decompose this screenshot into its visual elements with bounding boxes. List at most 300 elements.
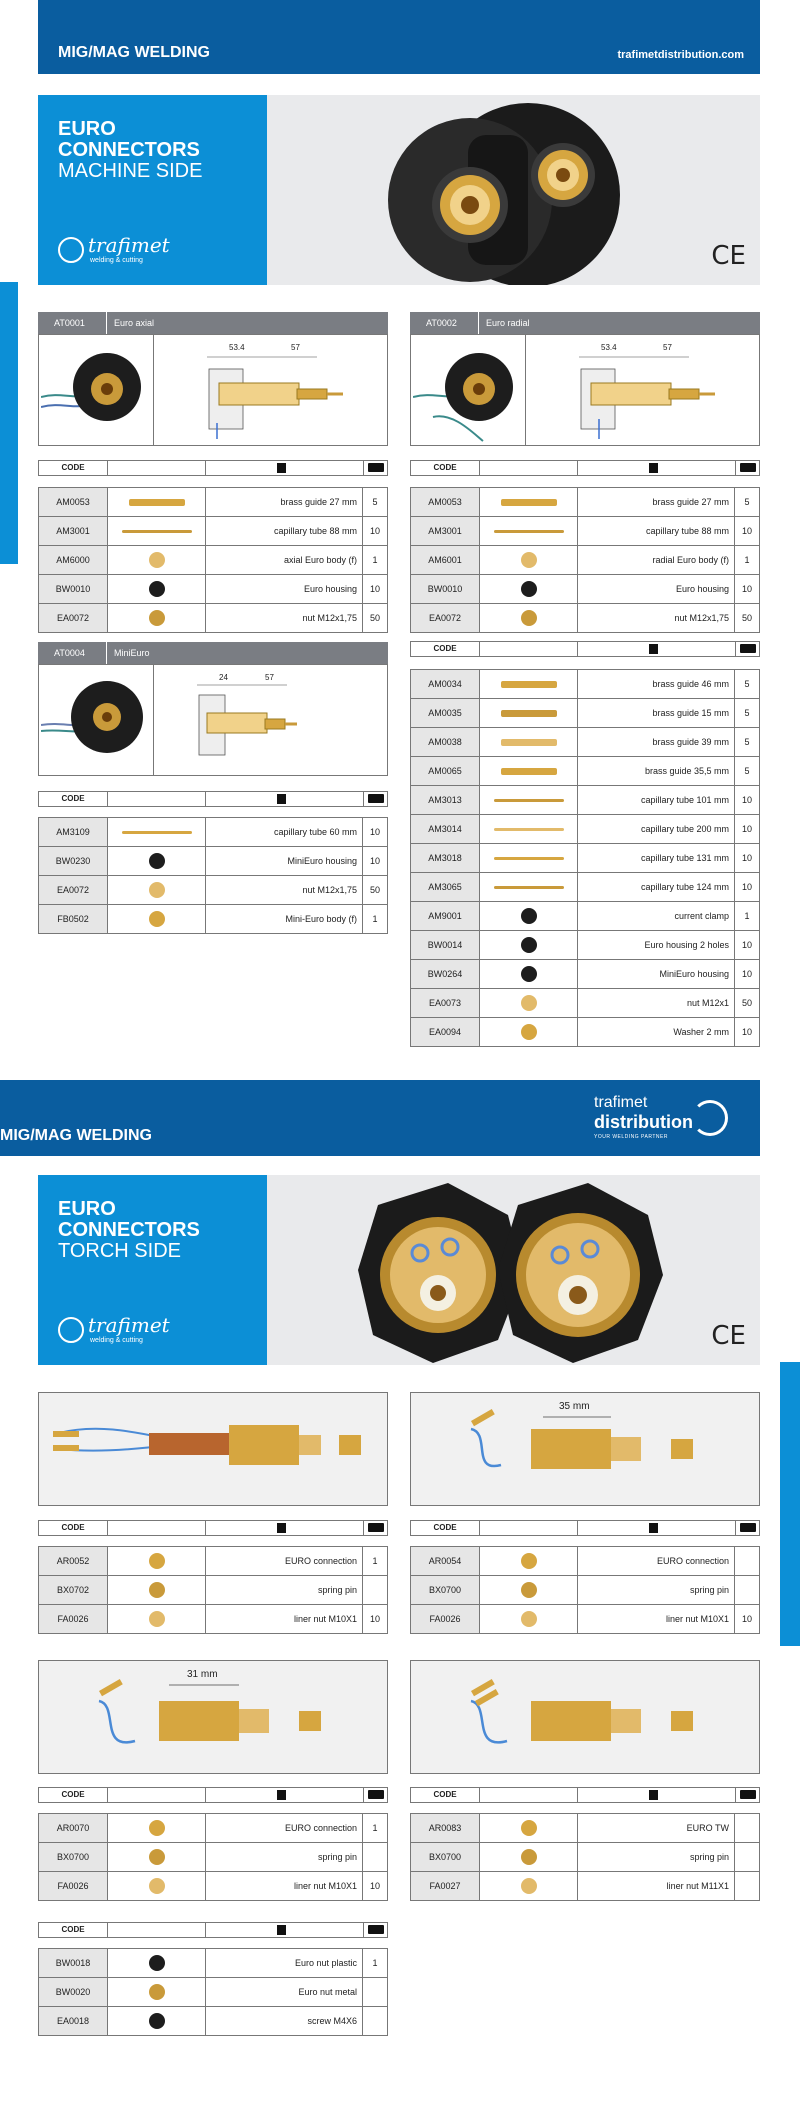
- trafimet-logo: [58, 233, 178, 269]
- table-row: [39, 2007, 387, 2035]
- euro-connection-photo: [39, 1393, 385, 1503]
- part-image: [521, 1820, 537, 1836]
- logo-name: trafimet: [88, 1313, 170, 1337]
- table-row: [39, 818, 387, 847]
- part-thumbnail: [479, 786, 578, 814]
- column-header-row: [38, 460, 388, 476]
- section-title: MIG/MAG WELDING: [58, 44, 210, 61]
- part-description: Mini-Euro body (f): [205, 905, 363, 933]
- hero-title-line2: CONNECTORS: [58, 1219, 200, 1241]
- table-row: [411, 488, 759, 517]
- part-description: brass guide 15 mm: [577, 699, 735, 727]
- part-thumbnail: [479, 873, 578, 901]
- table-row: [411, 902, 759, 931]
- part-thumbnail: [479, 1547, 578, 1575]
- product-image-ar0052: [38, 1392, 388, 1506]
- euro-tw-photo: [411, 1661, 757, 1771]
- column-header-row: [38, 1520, 388, 1536]
- part-description: liner nut M11X1: [577, 1872, 735, 1900]
- code-column-header: CODE: [433, 1790, 457, 1799]
- product-code: AT0002: [426, 318, 457, 328]
- part-image: [521, 1849, 537, 1865]
- part-code: EA0072: [411, 604, 479, 632]
- part-code: BW0020: [39, 1978, 107, 2006]
- table-row: [39, 1605, 387, 1633]
- part-thumbnail: [107, 1576, 206, 1604]
- part-quantity: 1: [362, 546, 387, 574]
- parts-table-at0004: [38, 817, 388, 934]
- part-description: radial Euro body (f): [577, 546, 735, 574]
- part-thumbnail: [107, 546, 206, 574]
- package-icon: [368, 794, 384, 803]
- table-row: [411, 873, 759, 902]
- table-row: [411, 786, 759, 815]
- part-quantity: 5: [734, 488, 759, 516]
- part-image: [149, 853, 165, 869]
- side-accent-stripe: [0, 282, 18, 564]
- hero-title-line2: CONNECTORS: [58, 139, 200, 161]
- column-header-row: [38, 1922, 388, 1938]
- product-band-at0001: [38, 312, 388, 334]
- logo-tagline: welding & cutting: [90, 257, 143, 264]
- part-image: [501, 499, 557, 506]
- product-image-at0004: [38, 664, 388, 776]
- part-code: EA0072: [39, 604, 107, 632]
- table-row: [39, 1949, 387, 1978]
- technical-drawing: [157, 669, 385, 773]
- part-image: [149, 1955, 165, 1971]
- part-quantity: [734, 1843, 759, 1871]
- hero-title-line1: EURO: [58, 118, 116, 140]
- part-description: current clamp: [577, 902, 735, 930]
- product-name: MiniEuro: [114, 648, 150, 658]
- table-row: [39, 1843, 387, 1872]
- part-quantity: 5: [734, 728, 759, 756]
- part-image: [521, 908, 537, 924]
- part-code: AM3013: [411, 786, 479, 814]
- part-thumbnail: [479, 1576, 578, 1604]
- package-icon: [368, 1925, 384, 1934]
- part-description: capillary tube 88 mm: [577, 517, 735, 545]
- part-description: screw M4X6: [205, 2007, 363, 2035]
- part-image: [149, 581, 165, 597]
- part-code: BW0010: [39, 575, 107, 603]
- part-quantity: 5: [734, 757, 759, 785]
- technical-drawing: [157, 339, 385, 443]
- part-thumbnail: [107, 2007, 206, 2035]
- part-description: axial Euro body (f): [205, 546, 363, 574]
- table-row: [411, 546, 759, 575]
- part-description: nut M12x1,75: [205, 876, 363, 904]
- part-image: [521, 1024, 537, 1040]
- part-description: EURO connection: [205, 1547, 363, 1575]
- part-code: BX0700: [39, 1843, 107, 1871]
- column-header-row: [38, 1787, 388, 1803]
- document-icon: [277, 463, 286, 473]
- code-column-header: CODE: [433, 1523, 457, 1532]
- part-quantity: 10: [362, 847, 387, 875]
- part-image: [149, 882, 165, 898]
- part-image: [501, 681, 557, 688]
- table-row: [411, 604, 759, 632]
- part-thumbnail: [107, 488, 206, 516]
- table-row: [411, 960, 759, 989]
- part-code: EA0073: [411, 989, 479, 1017]
- product-image-ar0070: [38, 1660, 388, 1774]
- part-code: BW0014: [411, 931, 479, 959]
- product-image-at0001: [38, 334, 388, 446]
- package-icon: [368, 1790, 384, 1799]
- part-description: nut M12x1,75: [577, 604, 735, 632]
- part-image: [494, 857, 564, 860]
- part-image: [149, 1582, 165, 1598]
- part-thumbnail: [479, 488, 578, 516]
- part-quantity: 10: [734, 1018, 759, 1046]
- part-quantity: [734, 1814, 759, 1842]
- part-image: [122, 530, 192, 533]
- logo-line1: trafimet: [594, 1094, 648, 1111]
- part-quantity: 1: [362, 1814, 387, 1842]
- part-quantity: 1: [362, 1547, 387, 1575]
- part-image: [149, 1820, 165, 1836]
- part-image: [149, 1984, 165, 2000]
- table-row: [411, 1605, 759, 1633]
- part-description: Euro nut metal: [205, 1978, 363, 2006]
- part-code: AM0053: [39, 488, 107, 516]
- part-description: brass guide 27 mm: [577, 488, 735, 516]
- dimension-label: 57: [663, 343, 672, 352]
- table-row: [411, 1576, 759, 1605]
- part-quantity: [362, 1843, 387, 1871]
- product-code: AT0001: [54, 318, 85, 328]
- table-row: [411, 1872, 759, 1900]
- part-thumbnail: [479, 757, 578, 785]
- part-thumbnail: [479, 1843, 578, 1871]
- package-icon: [368, 1523, 384, 1532]
- code-column-header: CODE: [433, 644, 457, 653]
- part-thumbnail: [479, 844, 578, 872]
- logo-tagline: welding & cutting: [90, 1337, 143, 1344]
- table-row: [411, 517, 759, 546]
- part-code: BW0264: [411, 960, 479, 988]
- part-image: [149, 610, 165, 626]
- part-code: BW0010: [411, 575, 479, 603]
- part-description: Euro housing: [205, 575, 363, 603]
- part-code: AM6000: [39, 546, 107, 574]
- document-icon: [277, 794, 286, 804]
- part-thumbnail: [479, 517, 578, 545]
- ce-mark: CE: [711, 1321, 746, 1351]
- part-image: [521, 995, 537, 1011]
- part-code: AR0083: [411, 1814, 479, 1842]
- part-description: capillary tube 131 mm: [577, 844, 735, 872]
- part-quantity: 10: [362, 818, 387, 846]
- part-code: AM0038: [411, 728, 479, 756]
- part-code: AM0034: [411, 670, 479, 698]
- part-thumbnail: [479, 1605, 578, 1633]
- product-code: AT0004: [54, 648, 85, 658]
- part-image: [149, 911, 165, 927]
- part-quantity: 10: [734, 960, 759, 988]
- part-thumbnail: [107, 818, 206, 846]
- top-header-bar: [38, 0, 760, 74]
- part-description: Euro housing: [577, 575, 735, 603]
- logo-line2: distribution: [594, 1112, 693, 1132]
- part-description: capillary tube 88 mm: [205, 517, 363, 545]
- part-quantity: 1: [734, 902, 759, 930]
- part-quantity: 10: [734, 786, 759, 814]
- part-code: FA0026: [39, 1605, 107, 1633]
- parts-table-nuts: [38, 1948, 388, 2036]
- part-thumbnail: [107, 1547, 206, 1575]
- document-icon: [649, 1790, 658, 1800]
- part-image: [494, 828, 564, 831]
- table-row: [411, 728, 759, 757]
- logo-tagline: YOUR WELDING PARTNER: [594, 1134, 668, 1140]
- code-column-header: CODE: [61, 1790, 85, 1799]
- part-thumbnail: [107, 847, 206, 875]
- product-image-ar0083: [410, 1660, 760, 1774]
- part-code: AM3014: [411, 815, 479, 843]
- trafimet-logo: [58, 1313, 178, 1349]
- part-quantity: 10: [734, 931, 759, 959]
- table-row: [411, 989, 759, 1018]
- part-description: capillary tube 200 mm: [577, 815, 735, 843]
- part-quantity: 50: [362, 876, 387, 904]
- column-header-row: [410, 1520, 760, 1536]
- part-thumbnail: [479, 1872, 578, 1900]
- part-code: AM0035: [411, 699, 479, 727]
- parts-table-ar0070: [38, 1813, 388, 1901]
- part-quantity: 10: [362, 517, 387, 545]
- table-row: [39, 876, 387, 905]
- part-image: [122, 831, 192, 834]
- part-code: AR0070: [39, 1814, 107, 1842]
- part-description: capillary tube 124 mm: [577, 873, 735, 901]
- part-description: spring pin: [205, 1843, 363, 1871]
- table-row: [39, 517, 387, 546]
- part-image: [521, 937, 537, 953]
- part-code: AM0053: [411, 488, 479, 516]
- dimension-label: 53.4: [229, 343, 245, 352]
- part-image: [501, 710, 557, 717]
- part-code: BX0702: [39, 1576, 107, 1604]
- part-image: [521, 1553, 537, 1569]
- part-description: liner nut M10X1: [577, 1605, 735, 1633]
- part-thumbnail: [479, 902, 578, 930]
- part-description: EURO connection: [577, 1547, 735, 1575]
- connector-photo: [413, 337, 523, 443]
- part-quantity: 10: [734, 517, 759, 545]
- connector-photo: [41, 337, 151, 443]
- part-thumbnail: [479, 699, 578, 727]
- package-icon: [368, 463, 384, 472]
- table-row: [39, 575, 387, 604]
- product-band-at0002: [410, 312, 760, 334]
- part-image: [521, 966, 537, 982]
- part-quantity: 1: [362, 905, 387, 933]
- document-icon: [649, 644, 658, 654]
- website-link[interactable]: trafimetdistribution.com: [617, 49, 744, 61]
- part-image: [149, 1611, 165, 1627]
- hero-title-panel: [38, 1175, 267, 1365]
- part-image: [149, 1553, 165, 1569]
- part-quantity: [362, 1978, 387, 2006]
- part-thumbnail: [479, 989, 578, 1017]
- table-row: [39, 488, 387, 517]
- parts-table-ar0052: [38, 1546, 388, 1634]
- hero-machine-side: [38, 95, 760, 285]
- part-thumbnail: [479, 670, 578, 698]
- connector-photo: [41, 667, 151, 773]
- table-row: [39, 1814, 387, 1843]
- part-description: nut M12x1: [577, 989, 735, 1017]
- part-image: [521, 1611, 537, 1627]
- part-thumbnail: [107, 1872, 206, 1900]
- part-code: BW0230: [39, 847, 107, 875]
- part-image: [149, 1878, 165, 1894]
- table-row: [411, 1018, 759, 1046]
- part-quantity: 10: [362, 1872, 387, 1900]
- part-code: BW0018: [39, 1949, 107, 1977]
- part-image: [149, 552, 165, 568]
- part-image: [521, 610, 537, 626]
- part-code: EA0094: [411, 1018, 479, 1046]
- package-icon: [740, 1523, 756, 1532]
- part-code: AM3001: [39, 517, 107, 545]
- part-quantity: 10: [734, 575, 759, 603]
- part-thumbnail: [107, 905, 206, 933]
- part-image: [521, 552, 537, 568]
- part-image: [521, 1878, 537, 1894]
- part-quantity: 10: [362, 1605, 387, 1633]
- part-quantity: 10: [734, 815, 759, 843]
- code-column-header: CODE: [61, 463, 85, 472]
- package-icon: [740, 463, 756, 472]
- dimension-label: 24: [219, 673, 228, 682]
- part-description: brass guide 35,5 mm: [577, 757, 735, 785]
- part-code: FA0026: [39, 1872, 107, 1900]
- trafimet-distribution-logo: [594, 1094, 734, 1144]
- euro-socket-photo: [338, 95, 698, 285]
- table-row: [411, 815, 759, 844]
- part-code: AR0052: [39, 1547, 107, 1575]
- table-row: [39, 1872, 387, 1900]
- part-description: spring pin: [577, 1843, 735, 1871]
- product-image-at0002: [410, 334, 760, 446]
- part-quantity: 5: [362, 488, 387, 516]
- parts-table-ar0054: [410, 1546, 760, 1634]
- column-header-row: [410, 1787, 760, 1803]
- part-quantity: [734, 1547, 759, 1575]
- part-description: capillary tube 101 mm: [577, 786, 735, 814]
- document-icon: [277, 1925, 286, 1935]
- part-thumbnail: [107, 1605, 206, 1633]
- document-icon: [277, 1790, 286, 1800]
- part-code: AM6001: [411, 546, 479, 574]
- part-thumbnail: [107, 876, 206, 904]
- part-description: EURO connection: [205, 1814, 363, 1842]
- table-row: [411, 757, 759, 786]
- part-thumbnail: [479, 960, 578, 988]
- hero-title-panel: [38, 95, 267, 285]
- hero-title-line3: MACHINE SIDE: [58, 160, 203, 182]
- part-code: FB0502: [39, 905, 107, 933]
- part-thumbnail: [107, 575, 206, 603]
- part-thumbnail: [479, 728, 578, 756]
- dimension-label: 35 mm: [559, 1401, 590, 1412]
- part-quantity: 50: [362, 604, 387, 632]
- technical-drawing: [529, 339, 757, 443]
- hero-title-line3: TORCH SIDE: [58, 1240, 181, 1262]
- hero-torch-side: [38, 1175, 760, 1365]
- part-thumbnail: [107, 604, 206, 632]
- part-thumbnail: [479, 1018, 578, 1046]
- part-image: [129, 499, 185, 506]
- part-image: [521, 581, 537, 597]
- dimension-label: 57: [265, 673, 274, 682]
- part-image: [501, 739, 557, 746]
- product-image-ar0054: [410, 1392, 760, 1506]
- part-quantity: 1: [362, 1949, 387, 1977]
- code-column-header: CODE: [61, 794, 85, 803]
- dimension-label: 53.4: [601, 343, 617, 352]
- part-quantity: 5: [734, 699, 759, 727]
- part-image: [501, 768, 557, 775]
- part-image: [494, 530, 564, 533]
- table-row: [39, 1576, 387, 1605]
- euro-nuts-photo: [338, 1175, 698, 1365]
- part-code: FA0026: [411, 1605, 479, 1633]
- hero-title-line1: EURO: [58, 1198, 116, 1220]
- part-code: AM3018: [411, 844, 479, 872]
- parts-table-spares: [410, 669, 760, 1047]
- part-code: AM3065: [411, 873, 479, 901]
- part-quantity: 50: [734, 989, 759, 1017]
- part-code: FA0027: [411, 1872, 479, 1900]
- part-thumbnail: [107, 1843, 206, 1871]
- side-accent-stripe: [780, 1362, 800, 1646]
- part-quantity: 10: [734, 1605, 759, 1633]
- table-row: [39, 604, 387, 632]
- part-thumbnail: [107, 1814, 206, 1842]
- part-description: spring pin: [205, 1576, 363, 1604]
- column-header-row: [38, 791, 388, 807]
- part-image: [149, 1849, 165, 1865]
- part-description: capillary tube 60 mm: [205, 818, 363, 846]
- table-row: [39, 1547, 387, 1576]
- document-icon: [649, 463, 658, 473]
- part-code: BX0700: [411, 1843, 479, 1871]
- document-icon: [277, 1523, 286, 1533]
- part-thumbnail: [479, 1814, 578, 1842]
- table-row: [39, 1978, 387, 2007]
- document-icon: [649, 1523, 658, 1533]
- code-column-header: CODE: [61, 1925, 85, 1934]
- table-row: [39, 546, 387, 575]
- table-row: [411, 931, 759, 960]
- part-description: brass guide 39 mm: [577, 728, 735, 756]
- product-name: Euro radial: [486, 318, 530, 328]
- part-image: [494, 886, 564, 889]
- code-column-header: CODE: [61, 1523, 85, 1532]
- part-quantity: [362, 1576, 387, 1604]
- table-row: [411, 670, 759, 699]
- part-code: AM9001: [411, 902, 479, 930]
- part-description: brass guide 27 mm: [205, 488, 363, 516]
- part-code: EA0018: [39, 2007, 107, 2035]
- part-quantity: 1: [734, 546, 759, 574]
